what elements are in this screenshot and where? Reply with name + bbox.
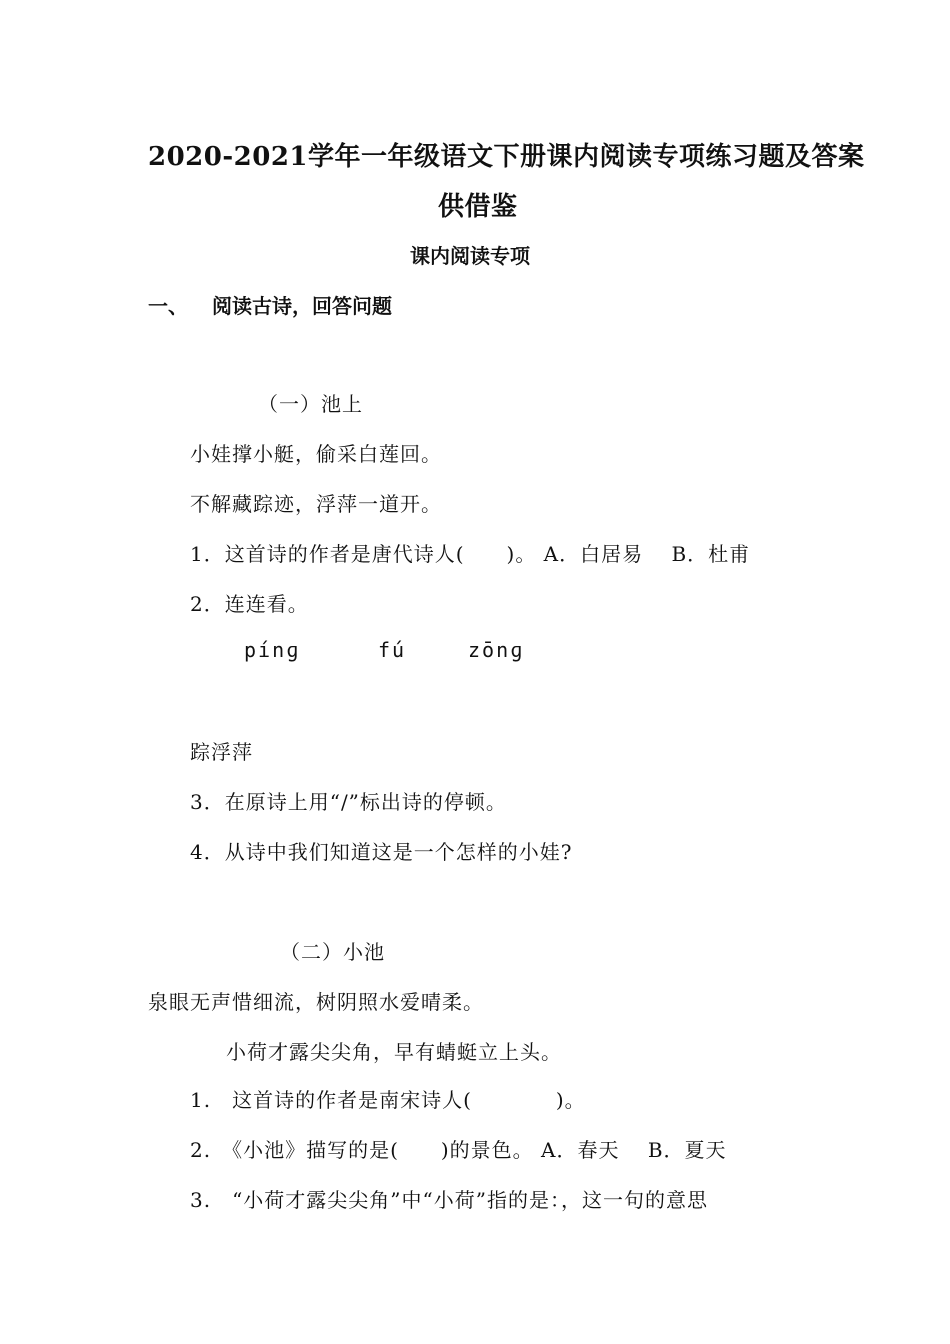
poem2-question3: 3. “小荷才露尖尖角”中“小荷”指的是：，这一句的意思 — [190, 1188, 708, 1212]
poem1-question2: 2．连连看。 — [190, 592, 309, 616]
pinyin-fu: fú — [378, 638, 407, 662]
section-number: 一、 — [148, 294, 188, 318]
poem2-line1: 泉眼无声惜细流，树阴照水爱晴柔。 — [148, 990, 484, 1014]
poem1-line2: 不解藏踪迹，浮萍一道开。 — [190, 492, 442, 516]
poem1-question1: 1．这首诗的作者是唐代诗人( )。 A．白居易 B．杜甫 — [190, 542, 751, 566]
document-title: 2020-2021学年一年级语文下册课内阅读专项练习题及答案 — [148, 142, 865, 172]
poem1-question4: 4．从诗中我们知道这是一个怎样的小娃? — [190, 840, 573, 864]
poem1-line1: 小娃撑小艇，偷采白莲回。 — [190, 442, 442, 466]
matching-characters: 踪浮萍 — [190, 740, 253, 764]
section-heading: 阅读古诗，回答问题 — [212, 294, 392, 318]
poem2-question1: 1. 这首诗的作者是南宋诗人( )。 — [190, 1088, 586, 1112]
poem1-question3: 3．在原诗上用“/”标出诗的停顿。 — [190, 790, 507, 814]
poem2-line2: 小荷才露尖尖角，早有蜻蜓立上头。 — [226, 1040, 562, 1064]
poem1-title: （一）池上 — [258, 392, 363, 416]
poem2-title: （二）小池 — [280, 940, 385, 964]
document-subtitle: 课内阅读专项 — [410, 244, 530, 268]
pinyin-ping: pínɡ — [244, 638, 301, 662]
poem2-question2: 2. 《小池》描写的是( )的景色。 A．春天 B．夏天 — [190, 1138, 727, 1162]
document-title-continued: 供借鉴 — [438, 192, 518, 222]
pinyin-zong: zōnɡ — [468, 638, 525, 662]
